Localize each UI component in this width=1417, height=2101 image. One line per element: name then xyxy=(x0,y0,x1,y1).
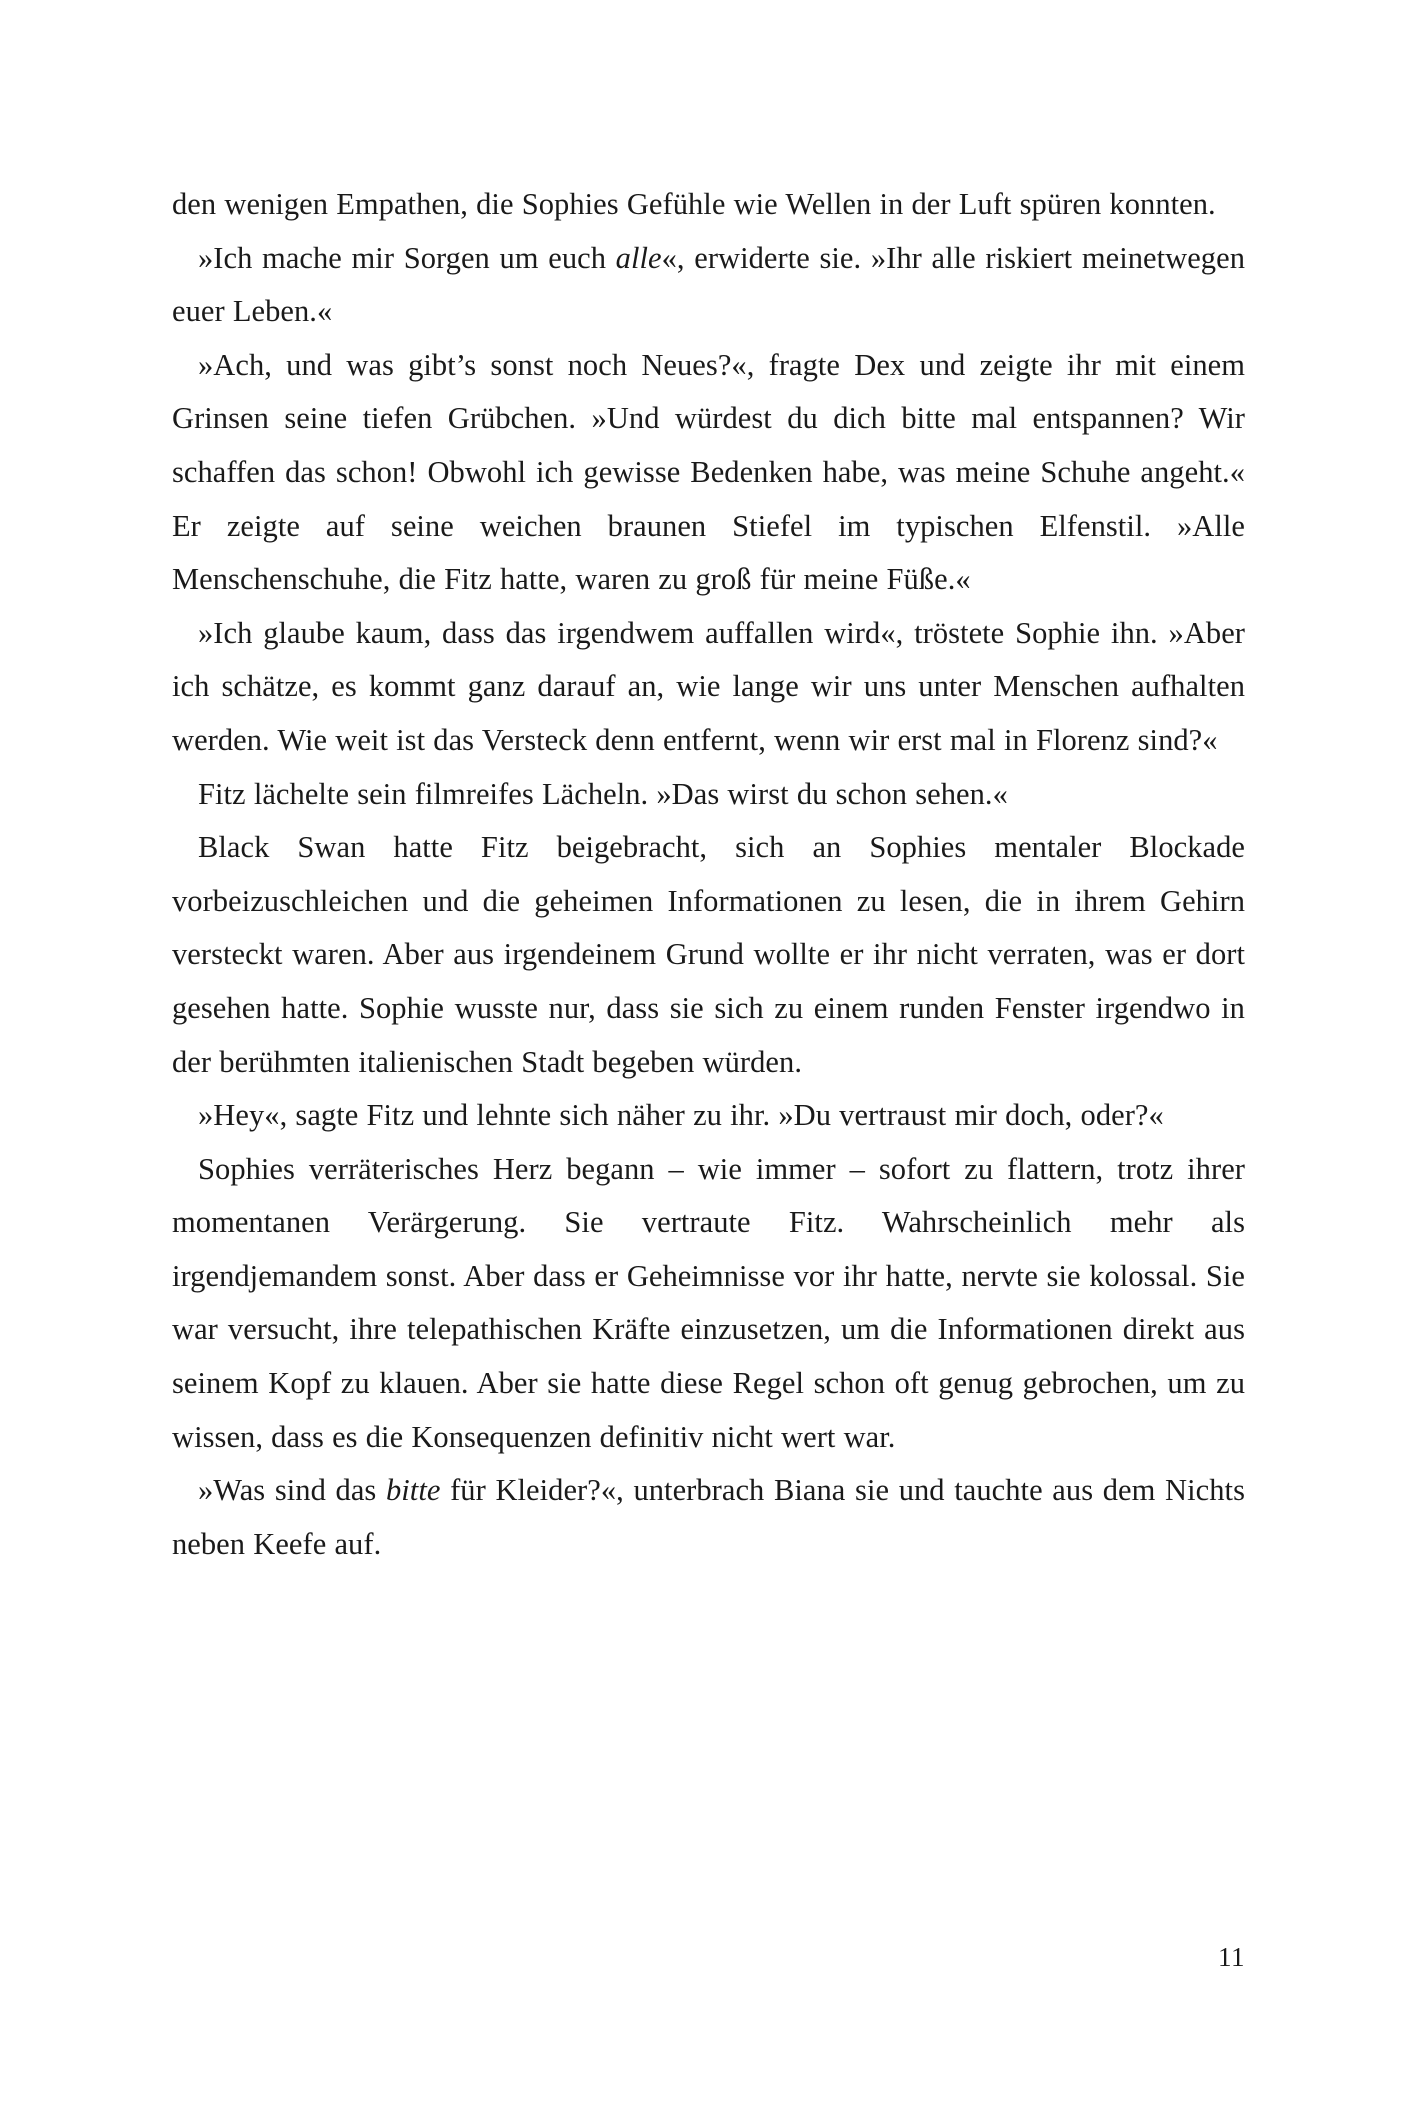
paragraph: Sophies verräterisches Herz begann – wie immer – sofort zu flattern, trotz ihrer momentanen Verärgerung. Sie vertraute Fitz. Wahrscheinlich mehr als irgendjemandem sonst. Aber dass er Geheimnisse vor ihr hatte, nervte sie kolossal. Sie war versucht, ihre telepathischen Kräfte einzusetzen, um die Informationen direkt aus seinem Kopf zu klauen. Aber sie hatte diese Regel schon oft genug gebrochen, um zu wissen, dass es die Konsequenzen definitiv nicht wert war. xyxy=(172,1151,1245,1454)
paragraph: Black Swan hatte Fitz beigebracht, sich an Sophies mentaler Blockade vorbeizuschleichen und die geheimen Informationen zu lesen, die in ihrem Gehirn versteckt waren. Aber aus irgendeinem Grund wollte er ihr nicht verraten, was er dort gesehen hatte. Sophie wusste nur, dass sie sich zu einem runden Fenster irgendwo in der berühmten italienischen Stadt begeben würden. xyxy=(172,830,1245,1079)
paragraph xyxy=(172,1464,1245,1571)
emphasis-alle: alle xyxy=(615,240,662,275)
paragraph-segment: »Ich mache mir Sorgen um euch xyxy=(198,240,616,275)
paragraph: »Hey«, sagte Fitz und lehnte sich näher zu ihr. »Du vertraust mir doch, oder?« xyxy=(198,1098,1164,1133)
paragraph: den wenigen Empathen, die Sophies Gefühle wie Wellen in der Luft spüren konnten. xyxy=(172,187,1216,221)
paragraph: Fitz lächelte sein filmreifes Lächeln. »Das wirst du schon sehen.« xyxy=(198,776,1008,811)
emphasis-bitte: bitte xyxy=(385,1473,441,1508)
paragraph: »Ach, und was gibt’s sonst noch Neues?«, fragte Dex und zeigte ihr mit einem Grinsen seine tiefen Grübchen. »Und würdest du dich bitte mal entspannen? Wir schaffen das schon! Obwohl ich gewisse Bedenken habe, was meine Schuhe angeht.« Er zeigte auf seine weichen braunen Stiefel im typischen Elfenstil. »Alle Menschenschuhe, die Fitz hatte, waren zu groß für meine Füße.« xyxy=(172,347,1245,597)
page-number: 11 xyxy=(1218,1942,1245,1972)
paragraph-segment: für Kleider?«, unterbrach Biana sie und tauchte aus dem Nichts neben Keefe auf. xyxy=(172,1473,1245,1561)
paragraph xyxy=(172,232,1245,339)
body-text-block xyxy=(172,178,1245,1571)
paragraph: »Ich glaube kaum, dass das irgendwem auffallen wird«, tröstete Sophie ihn. »Aber ich schätze, es kommt ganz darauf an, wie lange wir uns unter Menschen aufhalten werden. Wie weit ist das Versteck denn entfernt, wenn wir erst mal in Florenz sind?« xyxy=(172,615,1245,757)
paragraph-segment: «, erwiderte sie. »Ihr alle riskiert meinetwegen euer Leben.« xyxy=(172,240,1245,329)
paragraph-segment: »Was sind das xyxy=(198,1473,386,1508)
